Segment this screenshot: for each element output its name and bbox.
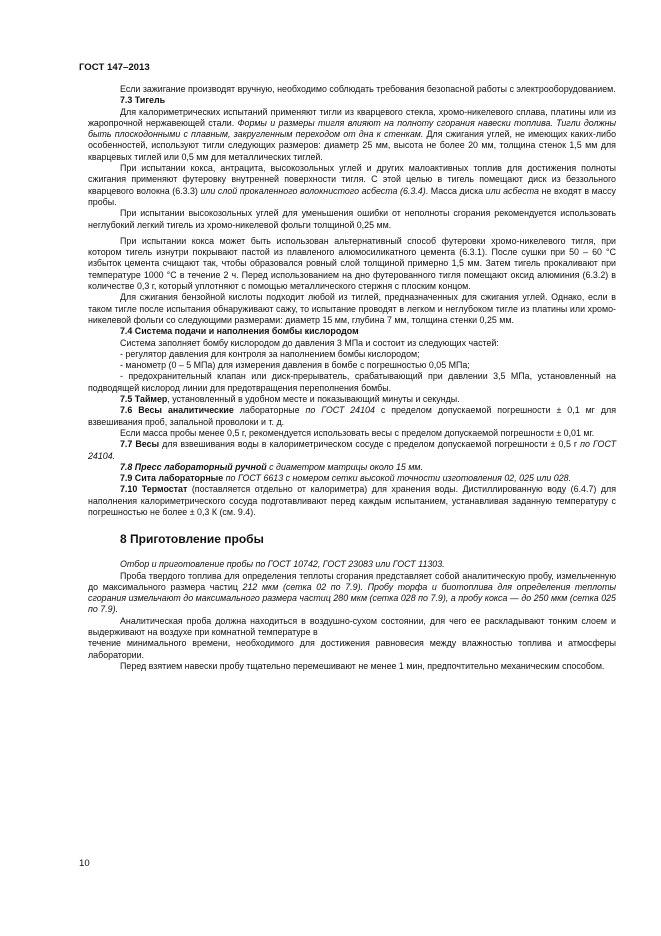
paragraph-sampling: Отбор и приготовление пробы по ГОСТ 10742, ГОСТ 23083 или ГОСТ 11303. bbox=[120, 559, 445, 570]
paragraph-air-dry-cont: течение минимального времени, необходимого для достижения равновесия между влажностью топлива и атмосферы лаборатории. bbox=[88, 638, 616, 660]
paragraph-high-ash: При испытании высокозольных углей для уменьшения ошибки от неполноты сгорания рекомендуется использовать неглубокий легкий тигель из хромо-никелевой фольги толщиной 0,25 мм. bbox=[88, 208, 616, 230]
paragraph-7-8: 7.8 Пресс лабораторный ручной с диаметром матрицы около 15 мм. bbox=[120, 461, 423, 472]
list-item: - манометр (0 – 5 МПа) для измерения давления в бомбе с погрешностью 0,05 МПа; bbox=[120, 360, 470, 371]
list-item: - регулятор давления для контроля за наполнением бомбы кислородом; bbox=[120, 348, 420, 359]
page-header: ГОСТ 147–2013 bbox=[79, 62, 150, 73]
section-8-title: 8 Приготовление пробы bbox=[120, 532, 264, 547]
paragraph-7-5: 7.5 Таймер, установленный в удобном месте и показывающий минуты и секунды. bbox=[120, 394, 460, 405]
paragraph-benzoic-acid: Для сжигания бензойной кислоты подходит любой из тиглей, предназначенных для сжигания углей. Однако, если в таком тигле после испытания обнаруживают сажу, то испытание проводят в легком и неглубоком тигле из платины или хромо-никелевой фольги со следующими размерами: диаметр 15 мм, глубина 7 мм, толщина стенки 0,25 мм. bbox=[88, 292, 616, 325]
paragraph-analytical-sample: Проба твердого топлива для определения теплоты сгорания представляет собой аналитическую пробу, измельченную до максимального размера частиц 212 мкм (сетка 02 по 7.9). Пробу торфа и биотоплива для определения теплоты сгорания измельчают до максимального размера частиц 280 мкм (сетка 028 по 7.9), а пробу кокса — до 250 мкм (сетка 025 по 7.9). bbox=[88, 570, 616, 615]
page-content bbox=[88, 84, 616, 672]
paragraph-7-10: 7.10 Термостат (поставляется отдельно от калориметра) для хранения воды. Дистиллированную воду (6.4.7) для наполнения калориметрического сосуда подготавливают перед каждым испытанием, устанавливая заданную температуру с погрешностью не более ± 0,3 К (см. 9.4). bbox=[88, 484, 617, 517]
paragraph-7-7: 7.7 Весы для взвешивания воды в калориметрическом сосуде с пределом допускаемой погрешности ± 0,5 г по ГОСТ 24104. bbox=[88, 439, 616, 461]
page-number: 10 bbox=[79, 858, 90, 869]
paragraph-7-9: 7.9 Сита лабораторные по ГОСТ 6613 с номером сетки высокой точности изготовления 02, 025 или 028. bbox=[120, 473, 572, 484]
paragraph-small-mass: Если масса пробы менее 0,5 г, рекомендуется использовать весы с пределом допускаемой погрешности ± 0,01 мг. bbox=[120, 427, 595, 438]
heading-7-4: 7.4 Система подачи и наполнения бомбы кислородом bbox=[120, 326, 359, 337]
paragraph-air-dry: Аналитическая проба должна находиться в воздушно-сухом состоянии, для чего ее раскладывают тонким слоем и выдерживают на воздухе при комнатной температуре в bbox=[88, 615, 616, 638]
paragraph-mixing: Перед взятием навески пробу тщательно перемешивают не менее 1 мин, предпочтительно механическим способом. bbox=[120, 660, 605, 671]
paragraph-coke-alternative: При испытании кокса может быть использован альтернативный способ футеровки хромо-никелевого тигля, при котором тигель изнутри покрывают пастой из плавленого алюмосиликатного цемента (6.3.1). После сушки при 50 – 60 °С избыток цемента счищают так, чтобы образовался ровный слой толщиной примерно 1,5 мм. Затем тигель прокаливают при температуре 1000 °С в течение 2 ч. Перед использованием на дно футерованного тигля помещают оксид алюминия (6.3.2) в количестве 0,3 г, который уплотняют с помощью металлического стержня с плоским концом. bbox=[88, 235, 616, 292]
paragraph-7-6: 7.6 Весы аналитические лабораторные по ГОСТ 24104 с пределом допускаемой погрешности ± 0,1 мг для взвешивания проб, запальной проволоки и т. д. bbox=[88, 405, 617, 427]
list-item: - предохранительный клапан или диск-прерыватель, срабатывающий при давлении 3,5 МПа, установленный на подводящей кислород линии для предотвращения переполнения бомбы. bbox=[88, 371, 616, 393]
paragraph-ignition: Если зажигание производят вручную, необходимо соблюдать требования безопасной работы с электрооборудованием. bbox=[120, 84, 616, 94]
heading-7-3: 7.3 Тигель bbox=[120, 95, 166, 106]
paragraph-lining: При испытании кокса, антрацита, высокозольных углей и других малоактивных топлив для достижения полноты сжигания применяют футеровку внутренней поверхности тигля. С этой целью в тигель помещают диск из беззольного кварцевого волокна (6.3.3) или слой прокаленного волокнистого асбеста (6.3.4). Масса диска или асбеста не входят в массу пробы. bbox=[88, 163, 616, 207]
paragraph-oxygen-system: Система заполняет бомбу кислородом до давления 3 МПа и состоит из следующих частей: bbox=[120, 337, 499, 348]
paragraph-crucibles: Для калориметрических испытаний применяют тигли из кварцевого стекла, хромо-никелевого сплава, платины или из жаропрочной нержавеющей стали. Формы и размеры тигля влияют на полноту сгорания навески топлива. Тигли должны быть плоскодонными с плавным, закругленным переходом от дна к стенкам. Для сжигания углей, не имеющих каких-либо особенностей, используют тигли следующих размеров: диаметр 25 мм, высота не более 20 мм, толщина стенок 1,5 мм для кварцевых тиглей или 0,5 мм для металлических тиглей. bbox=[88, 106, 617, 162]
